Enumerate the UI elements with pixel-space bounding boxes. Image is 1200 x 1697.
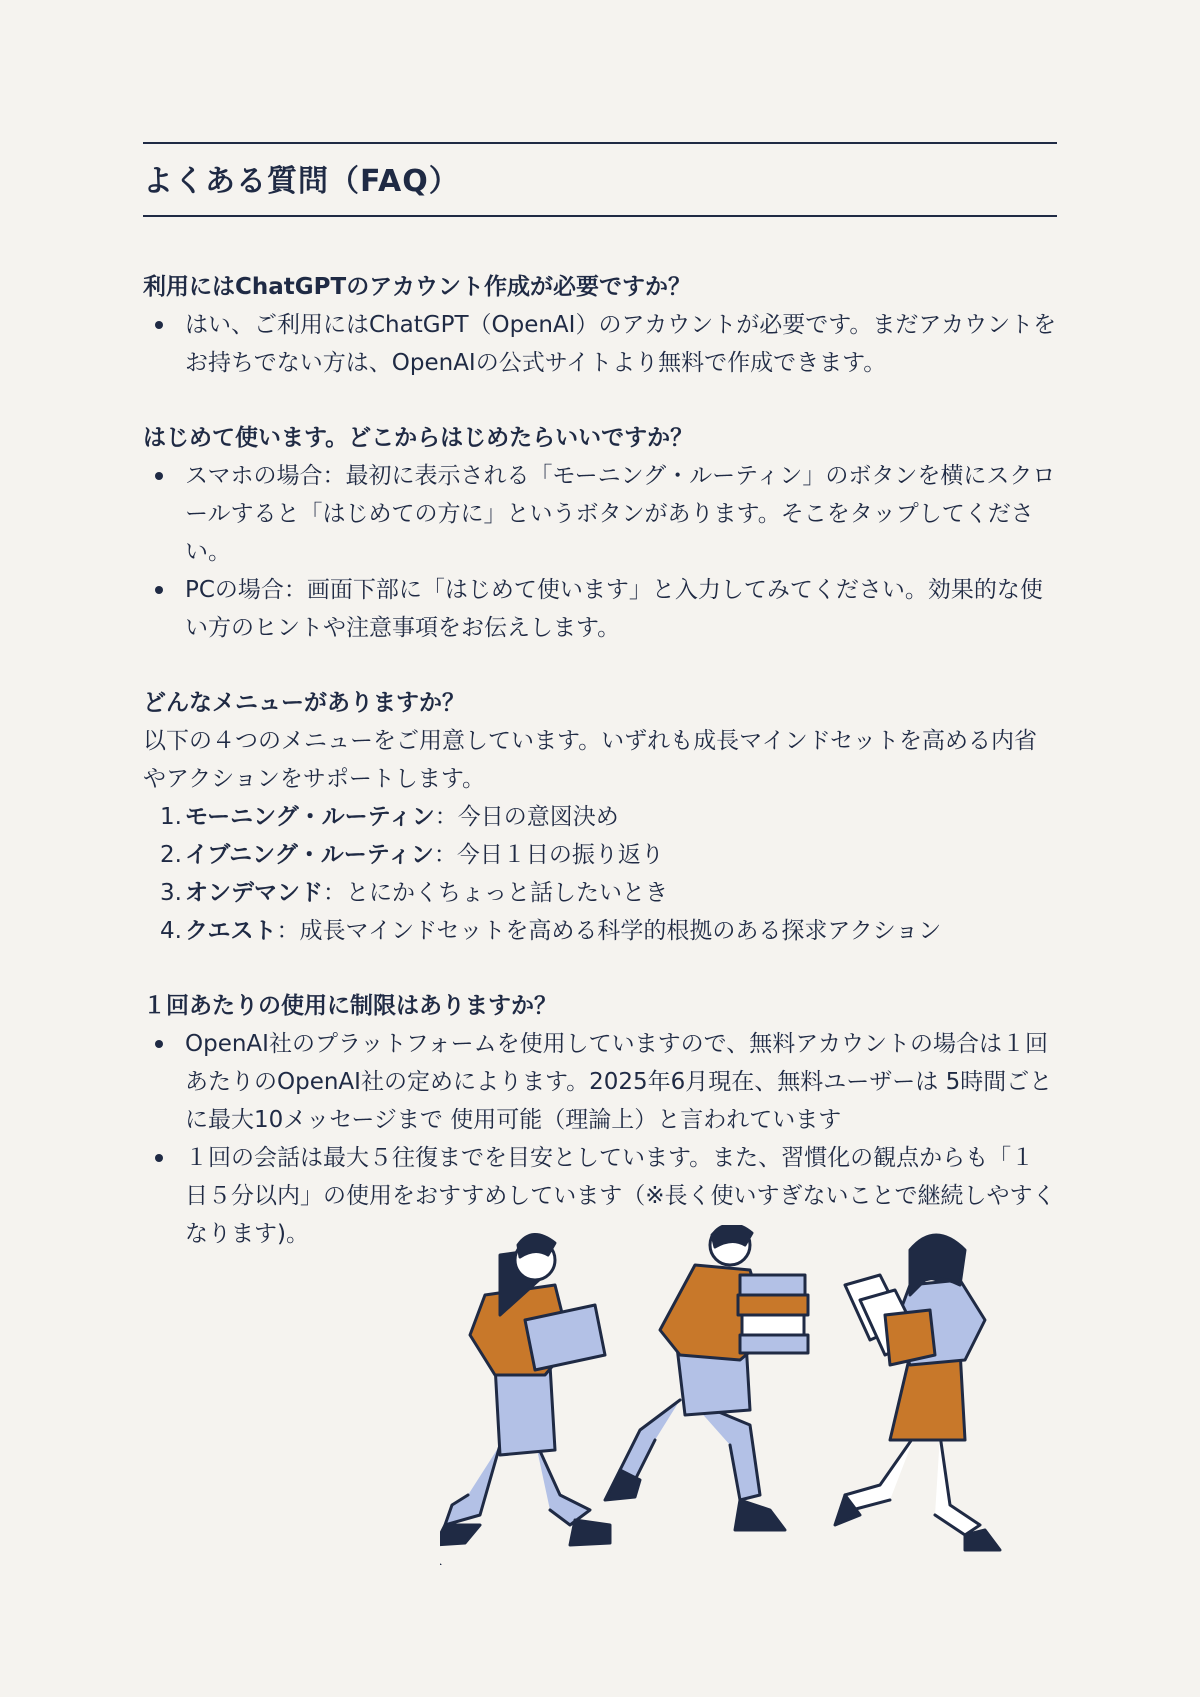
menu-list-item: 4. クエスト：成長マインドセットを高める科学的根拠のある探求アクション (160, 918, 942, 944)
title-top-divider (143, 142, 1057, 144)
menu-name: イブニング・ルーティン (185, 842, 434, 868)
faq-answer-list (143, 306, 1057, 382)
faq-item-usage-limit (143, 987, 1057, 1253)
menu-name: モーニング・ルーティン (185, 804, 435, 830)
faq-item-getting-started (143, 419, 1057, 647)
faq-question: はじめて使います。どこからはじめたらいいですか？ (143, 425, 694, 451)
person-with-laptop-icon (440, 1234, 610, 1565)
running-people-illustration (440, 1225, 1070, 1565)
person-with-boxes-icon (605, 1225, 808, 1530)
menu-list-item: 3. オンデマンド：とにかくちょっと話したいとき (160, 880, 668, 906)
menu-desc: ：今日１日の振り返り (433, 842, 664, 868)
menu-list-item: 2. イブニング・ルーティン：今日１日の振り返り (160, 842, 664, 868)
menu-name: オンデマンド (185, 880, 323, 906)
menu-list-item: 1. モーニング・ルーティン：今日の意図決め (160, 804, 619, 830)
faq-question: どんなメニューがありますか？ (143, 690, 465, 716)
title-bottom-divider (143, 215, 1057, 217)
menu-name: クエスト (185, 918, 277, 944)
faq-content (143, 268, 1057, 1290)
menu-list (143, 798, 1057, 950)
faq-answer-intro: 以下の４つのメニューをご用意しています。いずれも成長マインドセットを高める内省やアクションをサポートします。 (143, 728, 1038, 792)
faq-answer-list (143, 457, 1057, 647)
faq-question: １回あたりの使用に制限はありますか？ (143, 993, 557, 1019)
faq-item-menus (143, 684, 1057, 950)
menu-desc: ：成長マインドセットを高める科学的根拠のある探求アクション (276, 918, 942, 944)
menu-desc: ：とにかくちょっと話したいとき (323, 880, 668, 906)
faq-answer-bullet: スマホの場合：最初に表示される「モーニング・ルーティン」のボタンを横にスクロールすると「はじめての方に」というボタンがあります。そこをタップしてください。 (143, 457, 1057, 571)
page-title: よくある質問（FAQ） (143, 164, 460, 199)
faq-answer-list (143, 1025, 1057, 1253)
faq-answer-bullet: OpenAI社のプラットフォームを使用していますので、無料アカウントの場合は１回あたりのOpenAI社の定めによります。2025年6月現在、無料ユーザーは 5時間ごとに最大10メッセージまで 使用可能（理論上）と言われています (143, 1025, 1057, 1139)
faq-item-account (143, 268, 1057, 382)
faq-answer-bullet: １回の会話は最大５往復までを目安としています。また、習慣化の観点からも「１日５分以内」の使用をおすすめしています（※長く使いすぎないことで継続しやすくなります)。 (143, 1139, 1057, 1253)
faq-question: 利用にはChatGPTのアカウント作成が必要ですか？ (143, 274, 691, 300)
faq-answer-bullet: PCの場合：画面下部に「はじめて使います」と入力してみてください。効果的な使い方のヒントや注意事項をお伝えします。 (143, 571, 1057, 647)
person-with-files-icon (835, 1235, 1000, 1550)
menu-desc: ：今日の意図決め (434, 804, 619, 830)
faq-answer-bullet: はい、ご利用にはChatGPT（OpenAI）のアカウントが必要です。まだアカウントをお持ちでない方は、OpenAIの公式サイトより無料で作成できます。 (143, 306, 1057, 382)
